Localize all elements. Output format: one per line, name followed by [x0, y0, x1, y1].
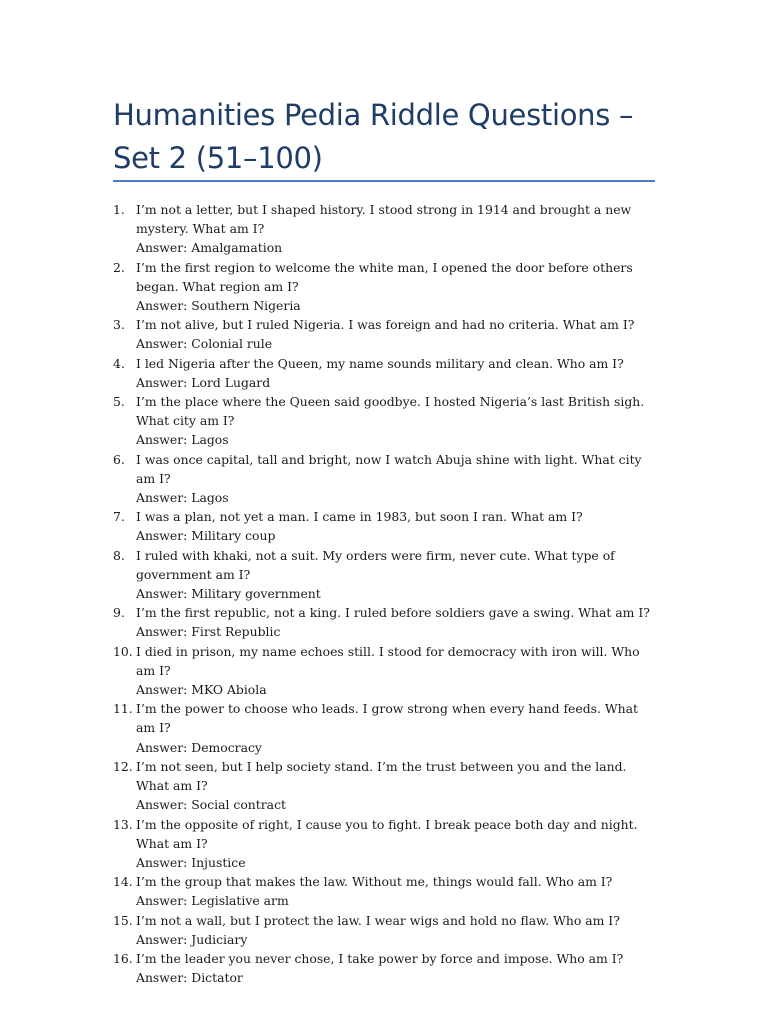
list-item — [113, 949, 658, 987]
list-item — [113, 911, 658, 949]
list-item — [113, 603, 658, 641]
list-item — [113, 815, 658, 873]
item-number: 2. — [113, 259, 125, 275]
riddle-answer: Answer: Military coup — [136, 528, 276, 544]
item-number: 7. — [113, 509, 125, 525]
list-item — [113, 392, 658, 450]
riddle-answer: Answer: First Republic — [136, 624, 281, 640]
riddle-answer: Answer: Southern Nigeria — [136, 298, 301, 314]
riddle-question: I’m the first region to welcome the white man, I opened the door before others began. What region am I? — [136, 259, 633, 294]
riddle-answer: Answer: Amalgamation — [136, 240, 283, 256]
riddle-question: I’m not alive, but I ruled Nigeria. I was foreign and had no criteria. What am I? — [136, 317, 635, 333]
list-item — [113, 258, 658, 316]
item-number: 16. — [113, 950, 133, 966]
item-number: 9. — [113, 605, 125, 621]
list-item — [113, 872, 658, 910]
riddle-question: I’m the power to choose who leads. I grow strong when every hand feeds. What am I? — [136, 701, 638, 736]
riddle-answer: Answer: Social contract — [136, 797, 286, 813]
item-number: 6. — [113, 451, 125, 467]
riddle-question: I ruled with khaki, not a suit. My orders were firm, never cute. What type of government am I? — [136, 547, 615, 582]
item-number: 4. — [113, 355, 125, 371]
riddle-answer: Answer: Democracy — [136, 739, 262, 755]
riddle-question: I’m the leader you never chose, I take power by force and impose. Who am I? — [136, 950, 624, 966]
list-item — [113, 450, 658, 508]
item-number: 14. — [113, 874, 133, 890]
riddle-question: I’m the first republic, not a king. I ruled before soldiers gave a swing. What am I? — [136, 605, 650, 621]
list-item — [113, 642, 658, 700]
riddle-question: I was a plan, not yet a man. I came in 1983, but soon I ran. What am I? — [136, 509, 583, 525]
item-number: 1. — [113, 202, 125, 217]
riddle-question: I’m the opposite of right, I cause you to fight. I break peace both day and night. What am I? — [136, 816, 638, 851]
riddle-answer: Answer: Lagos — [136, 432, 229, 448]
item-number: 15. — [113, 912, 133, 928]
riddle-list — [113, 200, 658, 987]
riddle-answer: Answer: Colonial rule — [136, 336, 273, 352]
riddle-question: I’m not a wall, but I protect the law. I wear wigs and hold no flaw. Who am I? — [136, 912, 620, 928]
riddle-answer: Answer: Dictator — [136, 970, 243, 986]
riddle-question: I led Nigeria after the Queen, my name sounds military and clean. Who am I? — [136, 355, 624, 371]
riddle-answer: Answer: Legislative arm — [136, 893, 289, 909]
list-item — [113, 507, 658, 545]
riddle-answer: Answer: Lord Lugard — [136, 374, 271, 390]
list-item — [113, 546, 658, 604]
riddle-answer: Answer: Military government — [136, 586, 321, 602]
item-number: 5. — [113, 394, 125, 410]
riddle-answer: Answer: Lagos — [136, 490, 229, 506]
riddle-question: I died in prison, my name echoes still. I stood for democracy with iron will. Who am I? — [136, 643, 640, 678]
riddle-answer: Answer: Injustice — [136, 854, 246, 870]
riddle-question: I’m the place where the Queen said goodbye. I hosted Nigeria’s last British sigh. What city am I? — [136, 394, 645, 429]
item-number: 8. — [113, 547, 125, 563]
riddle-question: I’m not a letter, but I shaped history. I stood strong in 1914 and brought a new mystery. What am I? — [136, 202, 632, 237]
item-number: 10. — [113, 643, 133, 659]
item-number: 13. — [113, 816, 133, 832]
item-number: 12. — [113, 758, 133, 774]
riddle-question: I’m not seen, but I help society stand. I’m the trust between you and the land. What am I? — [136, 758, 627, 794]
riddle-answer: Answer: MKO Abiola — [136, 682, 267, 698]
list-item — [113, 354, 658, 392]
item-number: 11. — [113, 701, 133, 717]
riddle-question: I was once capital, tall and bright, now I watch Abuja shine with light. What city am I? — [136, 451, 642, 486]
item-number: 3. — [113, 317, 125, 333]
list-item — [113, 200, 658, 258]
list-item — [113, 699, 658, 757]
page-title: Humanities Pedia Riddle Questions – Set 2 (51–100) — [113, 98, 634, 175]
list-item — [113, 315, 658, 353]
list-item — [113, 757, 658, 815]
title-underline — [113, 180, 655, 182]
riddle-question: I’m the group that makes the law. Without me, things would fall. Who am I? — [136, 874, 613, 890]
riddle-answer: Answer: Judiciary — [136, 931, 248, 947]
